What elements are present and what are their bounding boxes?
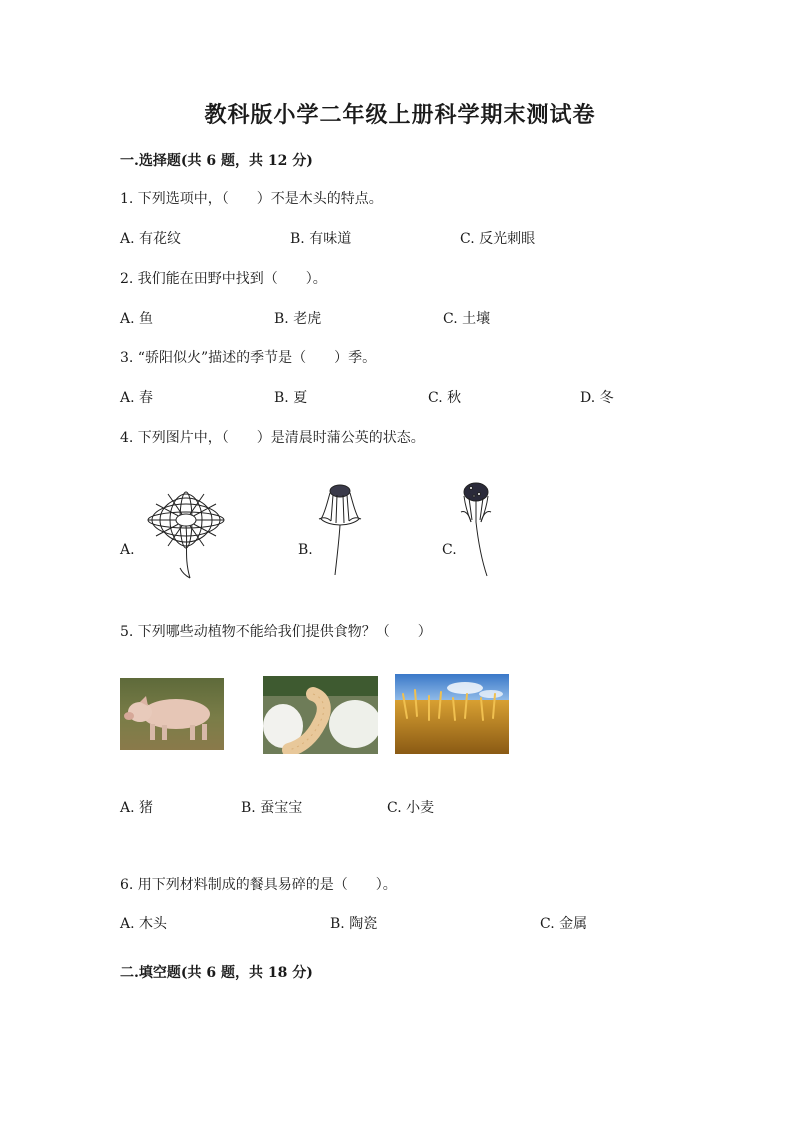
silkworm-photo [263, 676, 378, 754]
page-title: 教科版小学二年级上册科学期末测试卷 [204, 102, 596, 128]
dandelion-half-closed-icon [315, 483, 365, 579]
q2-option-a[interactable]: A. 鱼 [120, 311, 154, 327]
question-2-text: 2. 我们能在田野中找到（ ）。 [120, 271, 327, 287]
q3-option-a[interactable]: A. 春 [120, 390, 154, 406]
q1-option-c[interactable]: C. 反光刺眼 [460, 231, 536, 247]
question-1-text: 1. 下列选项中，（ ）不是木头的特点。 [120, 191, 383, 207]
q6-option-a[interactable]: A. 木头 [120, 916, 168, 932]
question-3-text: 3. “骄阳似火”描述的季节是（ ）季。 [120, 350, 377, 366]
question-4-text: 4. 下列图片中，（ ）是清晨时蒲公英的状态。 [120, 430, 425, 446]
q2-option-b[interactable]: B. 老虎 [274, 311, 322, 327]
q6-option-b[interactable]: B. 陶瓷 [330, 916, 378, 932]
q4-option-a[interactable]: A. [120, 542, 135, 558]
q6-option-c[interactable]: C. 金属 [540, 916, 588, 932]
section-heading-fill: 二.填空题(共 6 题，共 18 分) [120, 965, 313, 981]
dandelion-open-icon [138, 486, 234, 582]
q3-option-c[interactable]: C. 秋 [428, 390, 462, 406]
q5-option-c[interactable]: C. 小麦 [387, 800, 435, 816]
question-5-text: 5. 下列哪些动植物不能给我们提供食物？（ ） [120, 624, 432, 640]
q1-option-b[interactable]: B. 有味道 [290, 231, 352, 247]
dandelion-closed-icon [455, 482, 497, 580]
q1-option-a[interactable]: A. 有花纹 [120, 231, 182, 247]
q3-option-d[interactable]: D. 冬 [580, 390, 614, 406]
q5-option-b[interactable]: B. 蚕宝宝 [241, 800, 303, 816]
q4-option-b[interactable]: B. [298, 542, 313, 558]
q3-option-b[interactable]: B. 夏 [274, 390, 308, 406]
q4-option-c[interactable]: C. [442, 542, 457, 558]
q5-option-a[interactable]: A. 猪 [120, 800, 154, 816]
q2-option-c[interactable]: C. 土壤 [443, 311, 491, 327]
wheat-photo [395, 674, 509, 754]
question-6-text: 6. 用下列材料制成的餐具易碎的是（ ）。 [120, 877, 397, 893]
section-heading-choice: 一.选择题(共 6 题，共 12 分) [120, 153, 313, 169]
pig-photo [120, 678, 224, 750]
